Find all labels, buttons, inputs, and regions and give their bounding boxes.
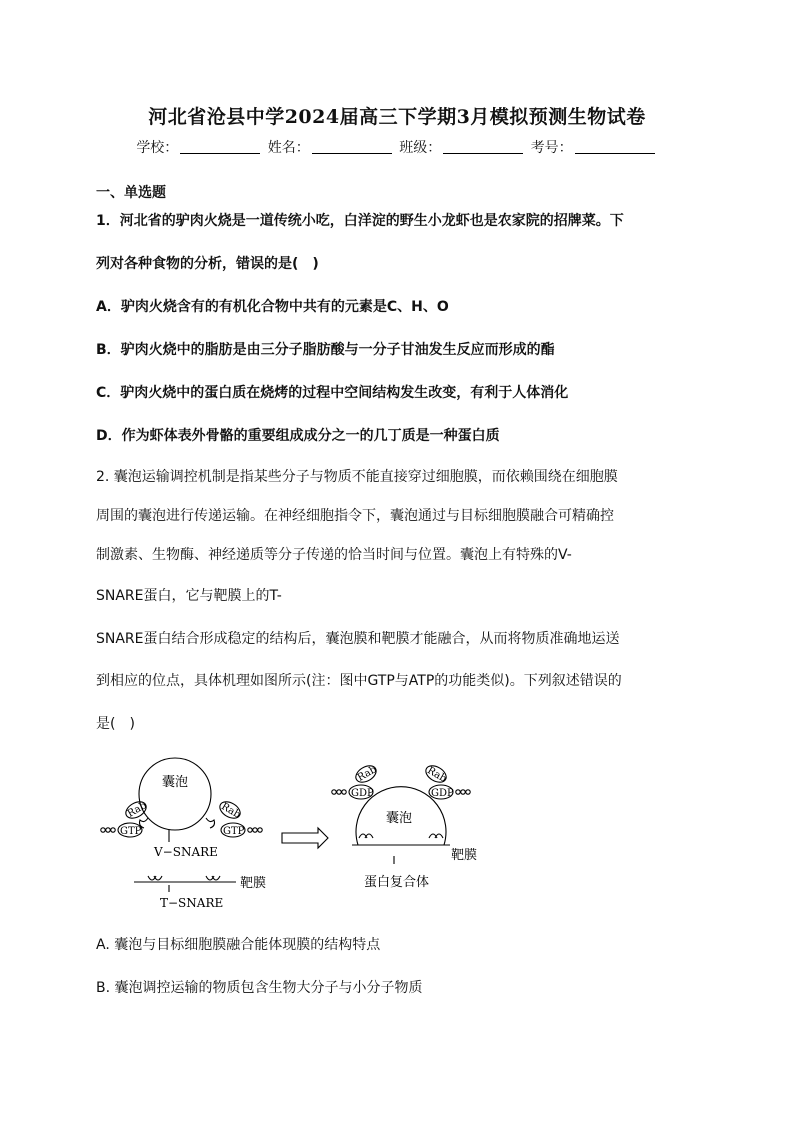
q2-stem-line-6: 到相应的位点，具体机理如图所示(注：图中GTP与ATP的功能类似)。下列叙述错误的: [96, 673, 622, 689]
section-title: 一、单选题: [96, 185, 166, 201]
q1-option-a: A．驴肉火烧含有的有机化合物中共有的元素是C、H、O: [96, 299, 449, 315]
q2-stem-line-1: 2. 囊泡运输调控机制是指某些分子与物质不能直接穿过细胞膜，而依赖围绕在细胞膜: [96, 469, 618, 485]
released-rab-right-label: Rab: [425, 765, 449, 785]
released-gdp-right-label: GDP: [431, 788, 454, 799]
v-snare-label: V−SNARE: [154, 845, 218, 859]
vesicle-transport-diagram: [96, 752, 496, 922]
left-rab-label: Rab: [125, 800, 149, 820]
left-vesicle-label: 囊泡: [162, 775, 189, 790]
q1-option-c: C．驴肉火烧中的蛋白质在烧烤的过程中空间结构发生改变，有利于人体消化: [96, 385, 569, 401]
class-label: 班级：: [399, 140, 442, 156]
q2-stem-line-3: 制激素、生物酶、神经递质等分子传递的恰当时间与位置。囊泡上有特殊的V-: [96, 547, 572, 563]
name-label: 姓名：: [267, 140, 310, 156]
protein-complex-label: 蛋白复合体: [364, 875, 430, 890]
q2-stem-line-7: 是( ): [96, 716, 135, 732]
q1-option-b: B．驴肉火烧中的脂肪是由三分子脂肪酸与一分子甘油发生反应而形成的酯: [96, 342, 555, 358]
left-gtp-label: GTP: [120, 826, 142, 837]
q2-stem-line-4: SNARE蛋白，它与靶膜上的T-: [96, 588, 282, 604]
right-gtp-label: GTP: [223, 826, 245, 837]
right-vesicle-label: 囊泡: [386, 811, 413, 826]
student-info-row: [0, 137, 794, 157]
exam-title: 河北省沧县中学2024届高三下学期3月模拟预测生物试卷: [148, 106, 646, 128]
name-blank[interactable]: [312, 141, 392, 154]
t-snare-label: T−SNARE: [160, 896, 224, 910]
q2-option-b: B. 囊泡调控运输的物质包含生物大分子与小分子物质: [96, 980, 423, 996]
q2-option-a: A. 囊泡与目标细胞膜融合能体现膜的结构特点: [96, 937, 381, 953]
q2-stem-line-5: SNARE蛋白结合形成稳定的结构后，囊泡膜和靶膜才能融合，从而将物质准确地运送: [96, 631, 620, 647]
class-blank[interactable]: [443, 141, 523, 154]
q1-option-d: D．作为虾体表外骨骼的重要组成成分之一的几丁质是一种蛋白质: [96, 428, 500, 444]
exam-no-blank[interactable]: [575, 141, 655, 154]
exam-no-label: 考号：: [530, 140, 573, 156]
right-target-membrane-label: 靶膜: [451, 848, 478, 863]
released-gdp-left-label: GDP: [351, 788, 374, 799]
left-target-membrane-label: 靶膜: [240, 876, 267, 891]
q2-stem-line-2: 周围的囊泡进行传递运输。在神经细胞指令下，囊泡通过与目标细胞膜融合可精确控: [96, 508, 614, 524]
q1-stem-line-2: 列对各种食物的分析，错误的是( ): [96, 256, 319, 272]
school-blank[interactable]: [180, 141, 260, 154]
released-rab-left-label: Rab: [355, 764, 379, 784]
q1-stem-line-1: 1．河北省的驴肉火烧是一道传统小吃，白洋淀的野生小龙虾也是农家院的招牌菜。下: [96, 213, 624, 229]
left-vesicle-icon: [139, 758, 211, 830]
right-rab-label: Rab: [219, 801, 243, 821]
school-label: 学校：: [136, 140, 179, 156]
